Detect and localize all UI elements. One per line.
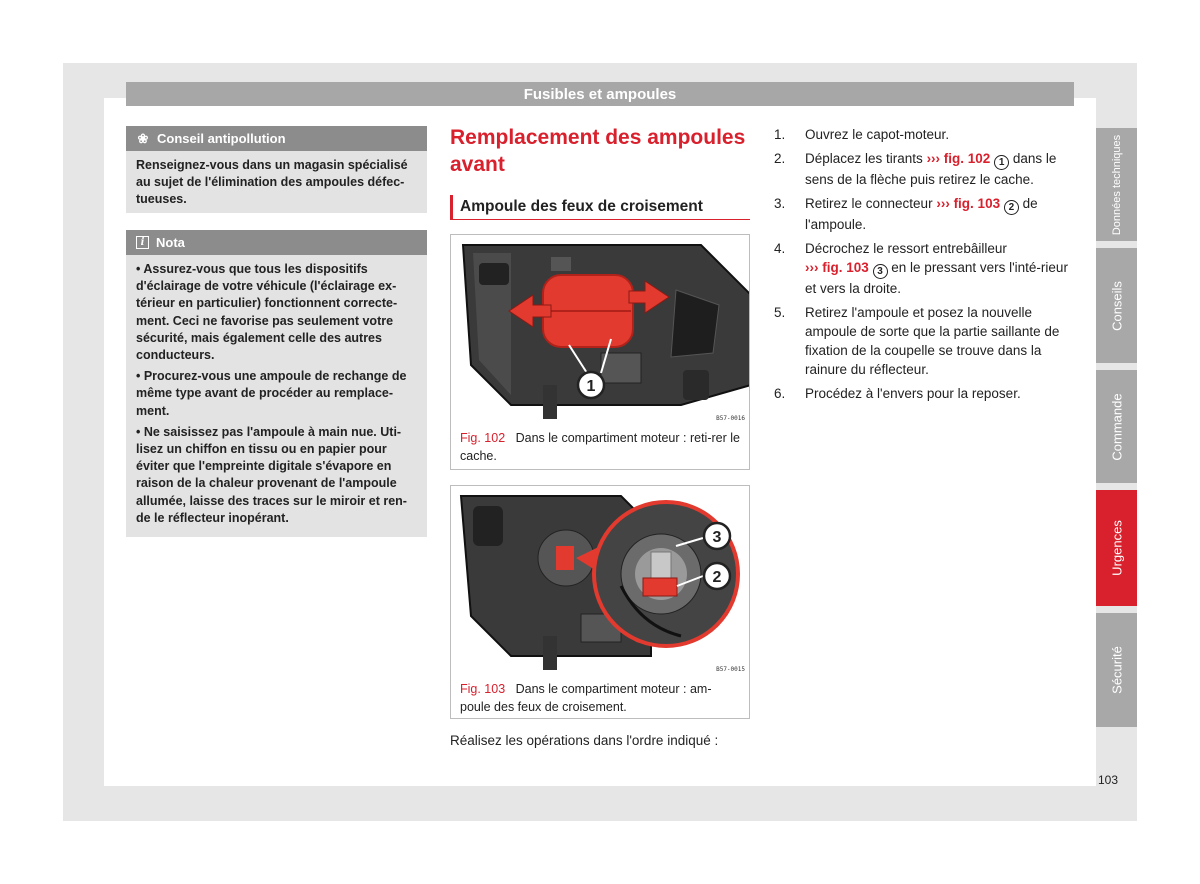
flower-icon: ❀: [137, 130, 149, 146]
tab-donnees-techniques[interactable]: [1096, 128, 1137, 241]
list-item: [774, 303, 1074, 379]
tab-label: Commande: [1109, 392, 1124, 461]
step-text: [805, 384, 1074, 403]
section-title: Remplacement des ampoules avant: [450, 126, 746, 176]
figure-103-callout: 3: [712, 529, 722, 546]
list-item: [774, 149, 1074, 189]
intro-text: Réalisez les opérations dans l'ordre indiqué :: [450, 733, 719, 748]
tab-securite[interactable]: [1096, 613, 1137, 727]
figure-102: [450, 234, 750, 470]
tab-label: Sécurité: [1109, 646, 1124, 694]
figure-103-number: Fig. 103: [460, 682, 506, 696]
step-text: [805, 239, 1074, 298]
page-number: 103: [1098, 773, 1119, 787]
step-text: [805, 149, 1074, 189]
nota-header: [126, 230, 427, 255]
figure-102-callout: 1: [586, 378, 596, 395]
step-text: [805, 303, 1074, 379]
list-item: [774, 384, 1074, 403]
nota-body: [126, 255, 427, 539]
pollution-advice-header: [126, 126, 427, 151]
nota-item: • Assurez-vous que tous les dispositifs d'éclairage de votre véhicule (l'éclairage ex-térieur en particulier) fonctionnent correcte-ment. Ceci ne favorise pas seulement votre sécurité, mais également celle des autres conducteurs.: [136, 262, 398, 363]
tab-commande[interactable]: [1096, 370, 1137, 483]
tab-label: Urgences: [1109, 520, 1124, 576]
figure-reference-link[interactable]: ››› fig. 102: [926, 151, 991, 166]
figure-103-caption-text: Dans le compartiment moteur : am-poule des feux de croisement.: [460, 682, 712, 714]
step-text-part: Déplacez les tirants: [805, 151, 927, 166]
tab-conseils[interactable]: [1096, 248, 1137, 363]
figure-102-image: [451, 235, 749, 425]
subsection-title: Ampoule des feux de croisement: [450, 195, 750, 220]
steps-list: [774, 125, 1074, 408]
figure-102-code: B57-0016: [716, 415, 745, 422]
tab-label: Données techniques: [1110, 134, 1123, 235]
step-text-part: de l'ampoule.: [805, 196, 1038, 232]
step-text-part: Décrochez le ressort entrebâilleur: [805, 241, 1007, 256]
tab-label: Conseils: [1109, 280, 1124, 331]
nota-title: Nota: [156, 234, 185, 250]
nota-item: • Procurez-vous une ampoule de rechange de même type avant de procéder au remplace-ment.: [136, 369, 407, 418]
headlight-bulb-illustration: [451, 486, 749, 676]
step-text-part: Retirez le connecteur: [805, 196, 937, 211]
step-text-part: Procédez à l'envers pour la reposer.: [805, 386, 1021, 401]
step-text: [805, 125, 1074, 144]
figure-reference-link[interactable]: ››› fig. 103: [805, 260, 869, 275]
tab-urgences[interactable]: [1096, 490, 1137, 606]
step-number: 5.: [774, 305, 786, 320]
step-text: [805, 194, 1074, 234]
callout-number: 3: [873, 264, 888, 279]
callout-number: 2: [1004, 200, 1019, 215]
info-icon: i: [136, 236, 149, 249]
figure-102-caption: [460, 430, 740, 465]
figure-103: [450, 485, 750, 719]
figure-103-code: B57-0015: [716, 666, 745, 673]
step-number: 3.: [774, 196, 786, 211]
pollution-advice-paragraph: Renseignez-vous dans un magasin spécialisé au sujet de l'élimination des ampoules défec-tueuses.: [136, 158, 408, 207]
nota-box: [126, 230, 427, 537]
list-item: [774, 125, 1074, 144]
list-item: [774, 194, 1074, 234]
figure-reference-link[interactable]: ››› fig. 103: [936, 196, 1001, 211]
figure-103-image: [451, 486, 749, 676]
step-text-part: dans le sens de la flèche puis retirez le cache.: [805, 151, 1057, 187]
step-text-part: Retirez l'ampoule et posez la nouvelle ampoule de sorte que la partie saillante de fixation de la coupelle se trouve dans la rainure du réflecteur.: [805, 305, 1060, 377]
figure-103-caption: [460, 681, 740, 716]
step-number: 2.: [774, 151, 786, 166]
pollution-advice-title: Conseil antipollution: [157, 130, 286, 146]
headlight-cover-illustration: [451, 235, 749, 425]
chapter-header: Fusibles et ampoules: [126, 82, 1074, 106]
pollution-advice-box: [126, 126, 427, 213]
nota-item: • Ne saisissez pas l'ampoule à main nue. Uti-lisez un chiffon en tissu ou en papier pour éviter que l'empreinte digitale s'évapore en raison de la chaleur provenant de l'ampoule allumée, laisse des traces sur le miroir et ren-de le réflecteur inopérant.: [136, 424, 407, 525]
step-number: 6.: [774, 386, 786, 401]
callout-number: 1: [994, 155, 1009, 170]
step-number: 4.: [774, 241, 786, 256]
figure-103-callout: 2: [712, 569, 722, 586]
step-number: 1.: [774, 127, 786, 142]
figure-102-number: Fig. 102: [460, 431, 506, 445]
figure-102-caption-text: Dans le compartiment moteur : reti-rer le cache.: [460, 431, 740, 463]
step-text-part: Ouvrez le capot-moteur.: [805, 127, 950, 142]
step-text-part: en le pressant vers l'inté-rieur et vers la droite.: [805, 260, 1068, 296]
list-item: [774, 239, 1074, 298]
pollution-advice-text: [126, 151, 427, 221]
